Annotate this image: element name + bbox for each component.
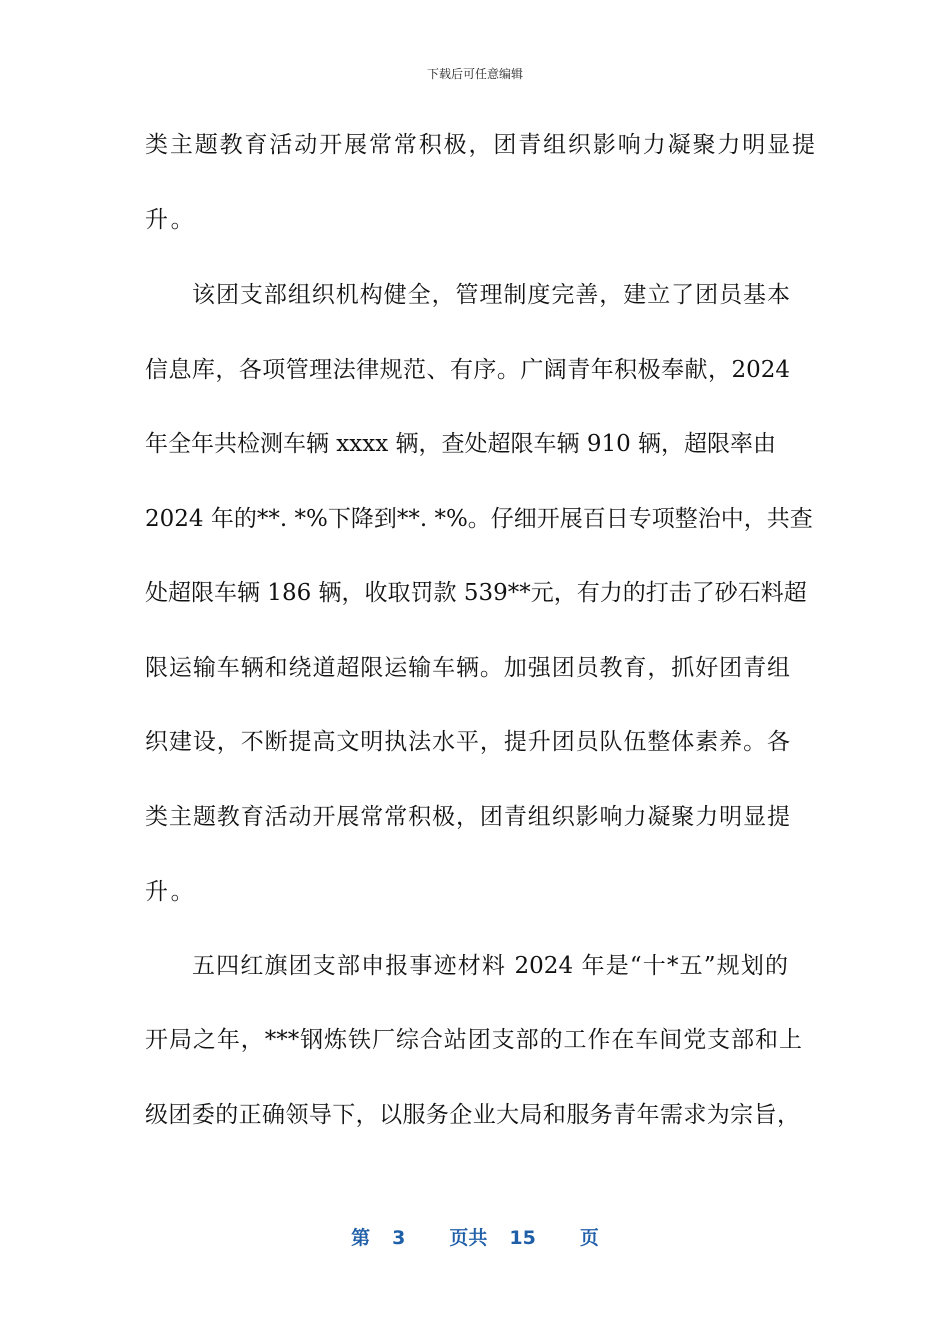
footer-prefix: 第 — [351, 1227, 371, 1249]
body-line-4: 信息库，各项管理法律规范、有序。广阔青年积极奉献，2024 — [145, 357, 790, 383]
body-line-9: 织建设，不断提高文明执法水平，提升团员队伍整体素养。各 — [145, 729, 790, 755]
footer-middle: 页共 — [449, 1227, 488, 1249]
body-line-10: 类主题教育活动开展常常积极，团青组织影响力凝聚力明显提 — [145, 804, 790, 830]
page-header-note: 下载后可任意编辑 — [426, 67, 523, 81]
body-line-12: 五四红旗团支部申报事迹材料 2024 年是“十*五”规划的 — [192, 953, 788, 979]
body-line-11: 升。 — [145, 879, 197, 905]
body-line-3: 该团支部组织机构健全，管理制度完善，建立了团员基本 — [192, 282, 790, 308]
body-line-7: 处超限车辆 186 辆，收取罚款 539**元，有力的打击了砂石料超 — [145, 580, 807, 606]
body-line-6: 2024 年的**. *%下降到**. *%。仔细开展百日专项整治中，共查 — [145, 506, 813, 532]
body-line-13: 开局之年，***钢炼铁厂综合站团支部的工作在车间党支部和上 — [145, 1027, 802, 1053]
body-line-8: 限运输车辆和绕道超限运输车辆。加强团员教育，抓好团青组 — [145, 655, 790, 681]
footer-current-page: 3 — [392, 1227, 406, 1249]
body-line-2: 升。 — [145, 207, 197, 233]
body-line-14: 级团委的正确领导下，以服务企业大局和服务青年需求为宗旨， — [145, 1102, 800, 1128]
footer-suffix: 页 — [579, 1227, 599, 1249]
body-line-5: 年全年共检测车辆 xxxx 辆，查处超限车辆 910 辆，超限率由 — [145, 431, 777, 457]
footer-total-pages: 15 — [509, 1227, 536, 1249]
page-number-footer — [0, 1225, 950, 1251]
body-line-1: 类主题教育活动开展常常积极，团青组织影响力凝聚力明显提 — [145, 132, 815, 158]
